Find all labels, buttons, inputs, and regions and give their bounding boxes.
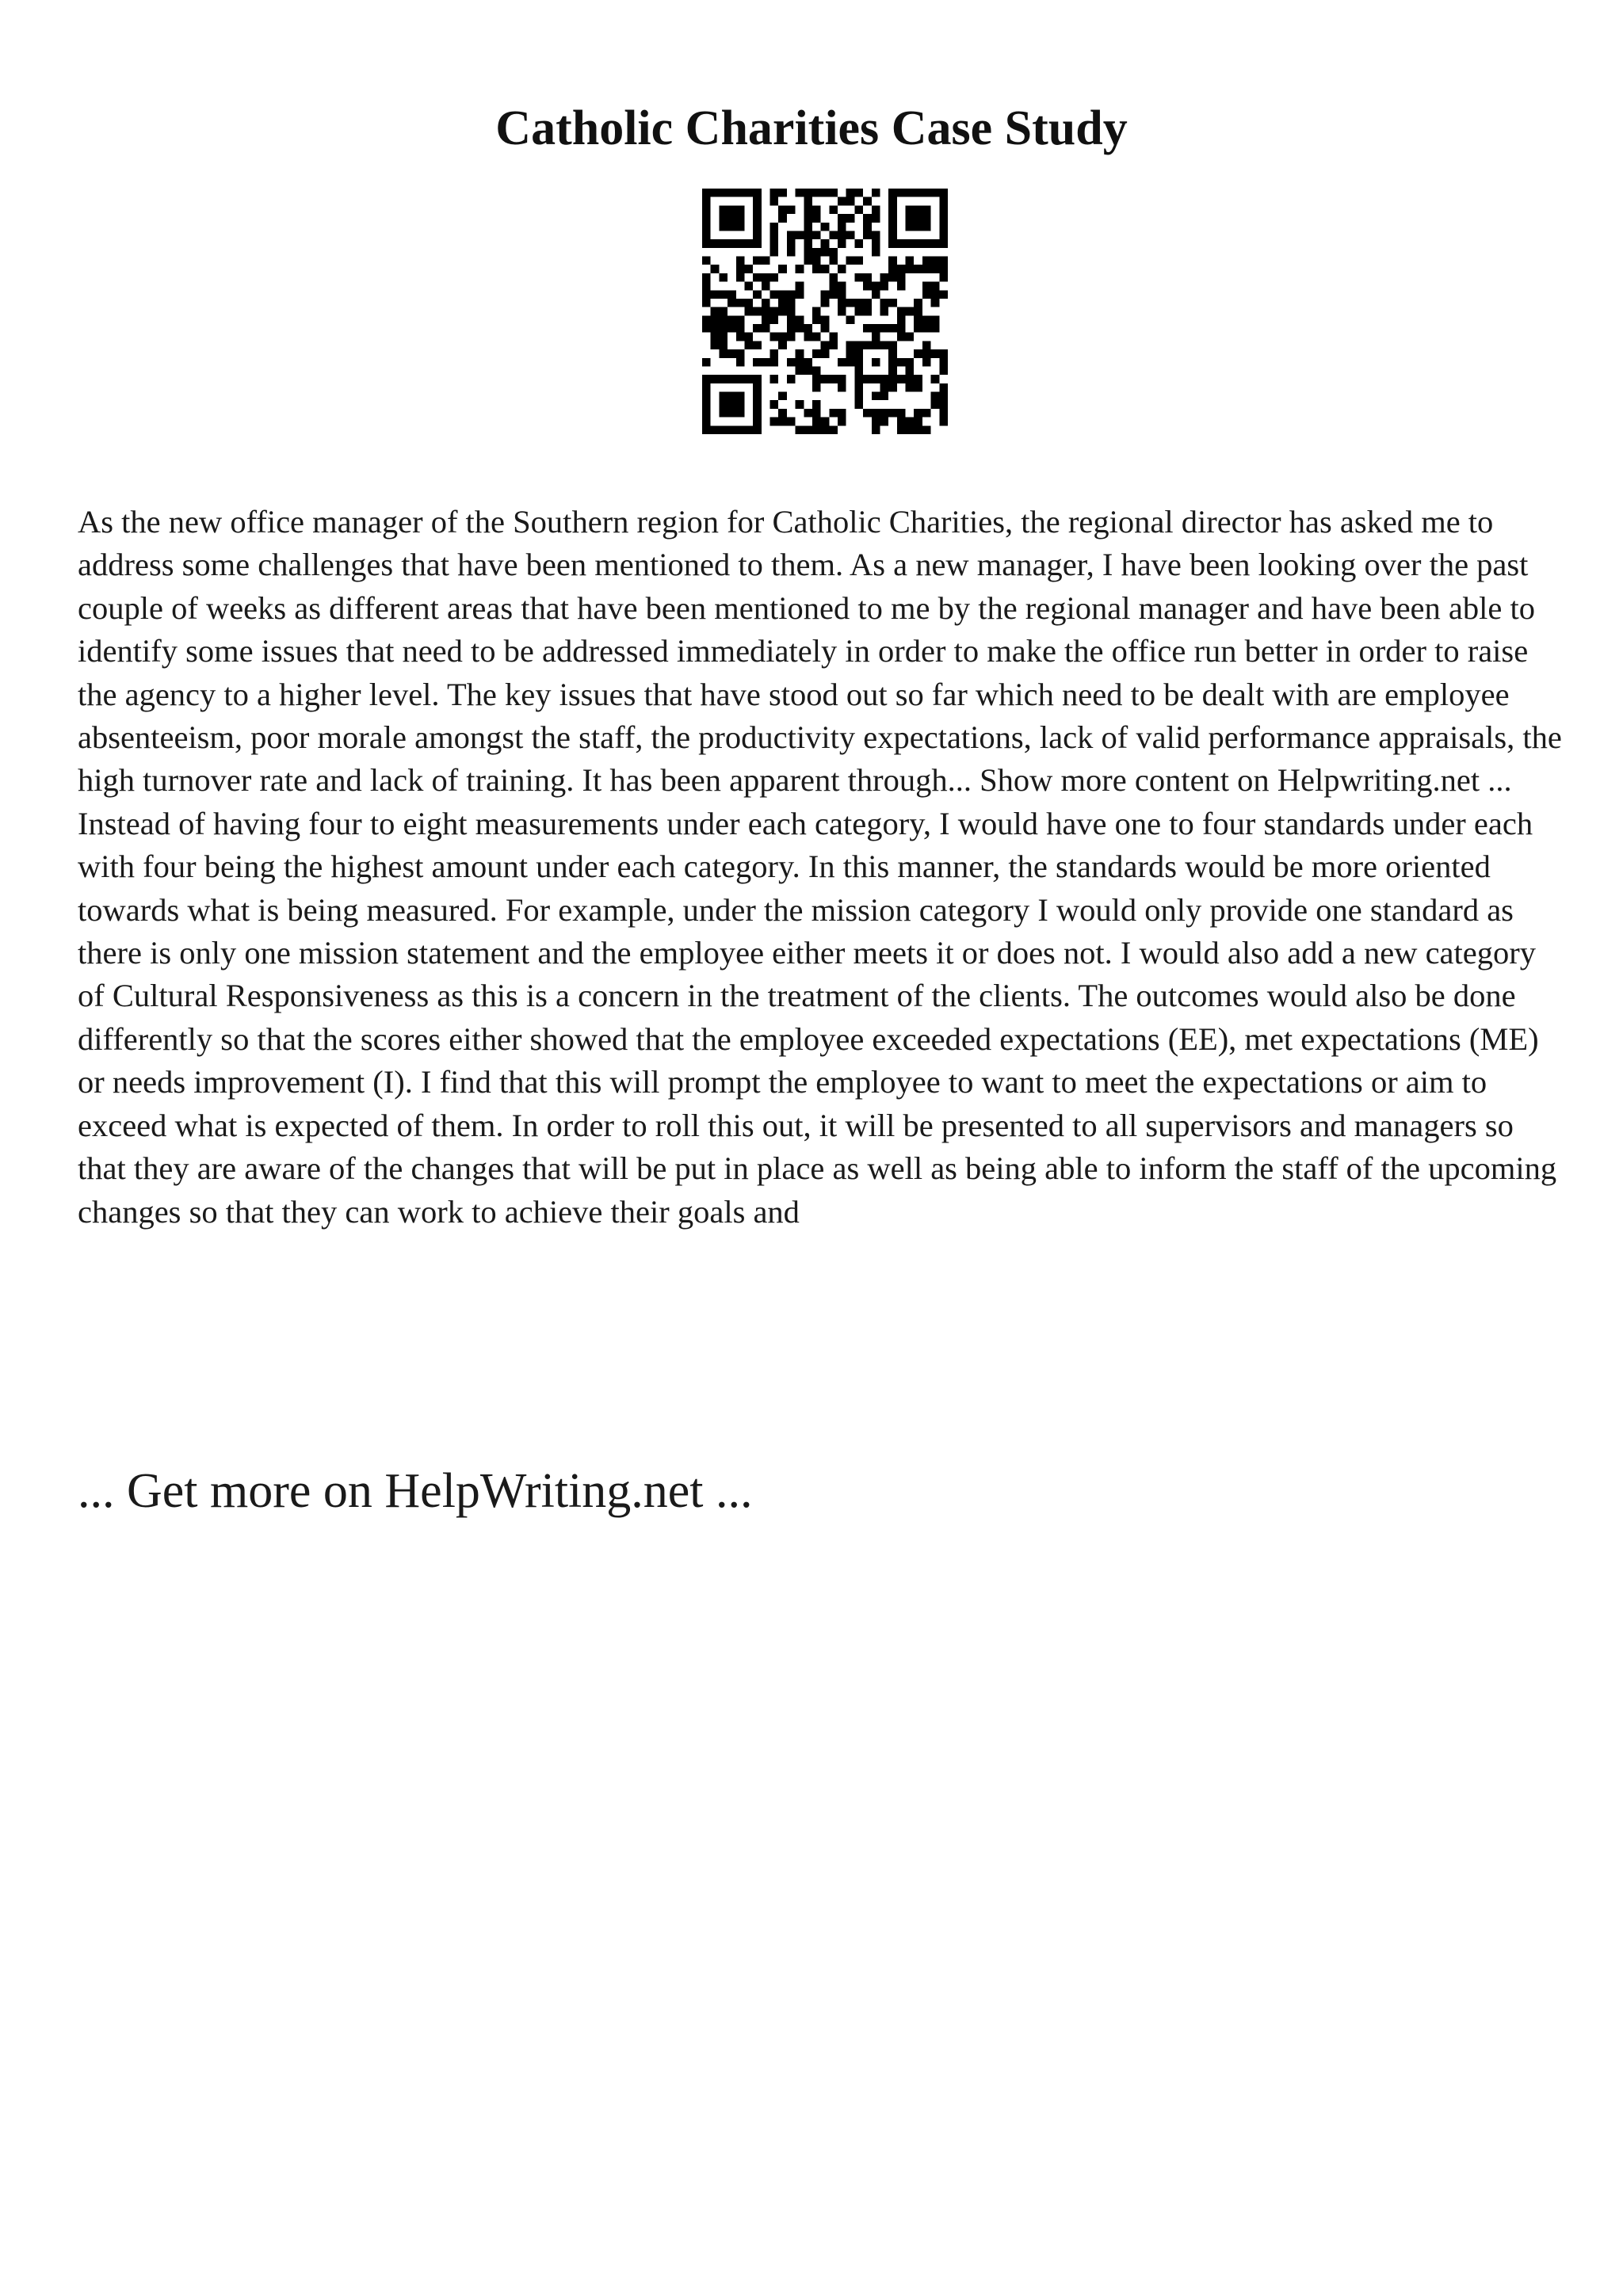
qr-code-graphic [702,189,948,434]
qr-code-icon [702,189,948,434]
paragraph-2: Instead of having four to eight measurements under each category, I would have one to four standards under each with four being the highest amount under each category. In this manner, the standards would be more oriented towards what is being measured. For example, under the mission category I would only provide one standard as there is only one mission statement and the employee either meets it or does not. I would also add a new category of Cultural Responsiveness as this is a concern in the treatment of the clients. The outcomes would also be done differently so that the scores either showed that the employee exceeded expectations (EE), met expectations (ME) or needs improvement (I). I find that this will prompt the employee to want to meet the expectations or aim to exceed what is expected of them. In order to roll this out, it will be presented to all supervisors and managers so that they are aware of the changes that will be put in place as well as being able to inform the staff of the upcoming changes so that they can work to achieve their goals and [78,805,1557,1230]
get-more-link[interactable]: ... Get more on HelpWriting.net ... [78,1464,753,1518]
document-title: Catholic Charities Case Study [495,101,1128,155]
document-body [78,501,1568,1234]
paragraph-1: As the new office manager of the Southern region for Catholic Charities, the regional director has asked me to address some challenges that have been mentioned to them. As a new manager, I have been looking over the past couple of weeks as different areas that have been mentioned to me by the regional manager and have been able to identify some issues that need to be addressed immediately in order to make the office run better in order to raise the agency to a higher level. The key issues that have stood out so far which need to be dealt with are employee absenteeism, poor morale amongst the staff, the productivity expectations, lack of valid performance appraisals, the high turnover rate and lack of training. It has been apparent through... Show more content on Helpwriting.net ... [78,504,1562,799]
